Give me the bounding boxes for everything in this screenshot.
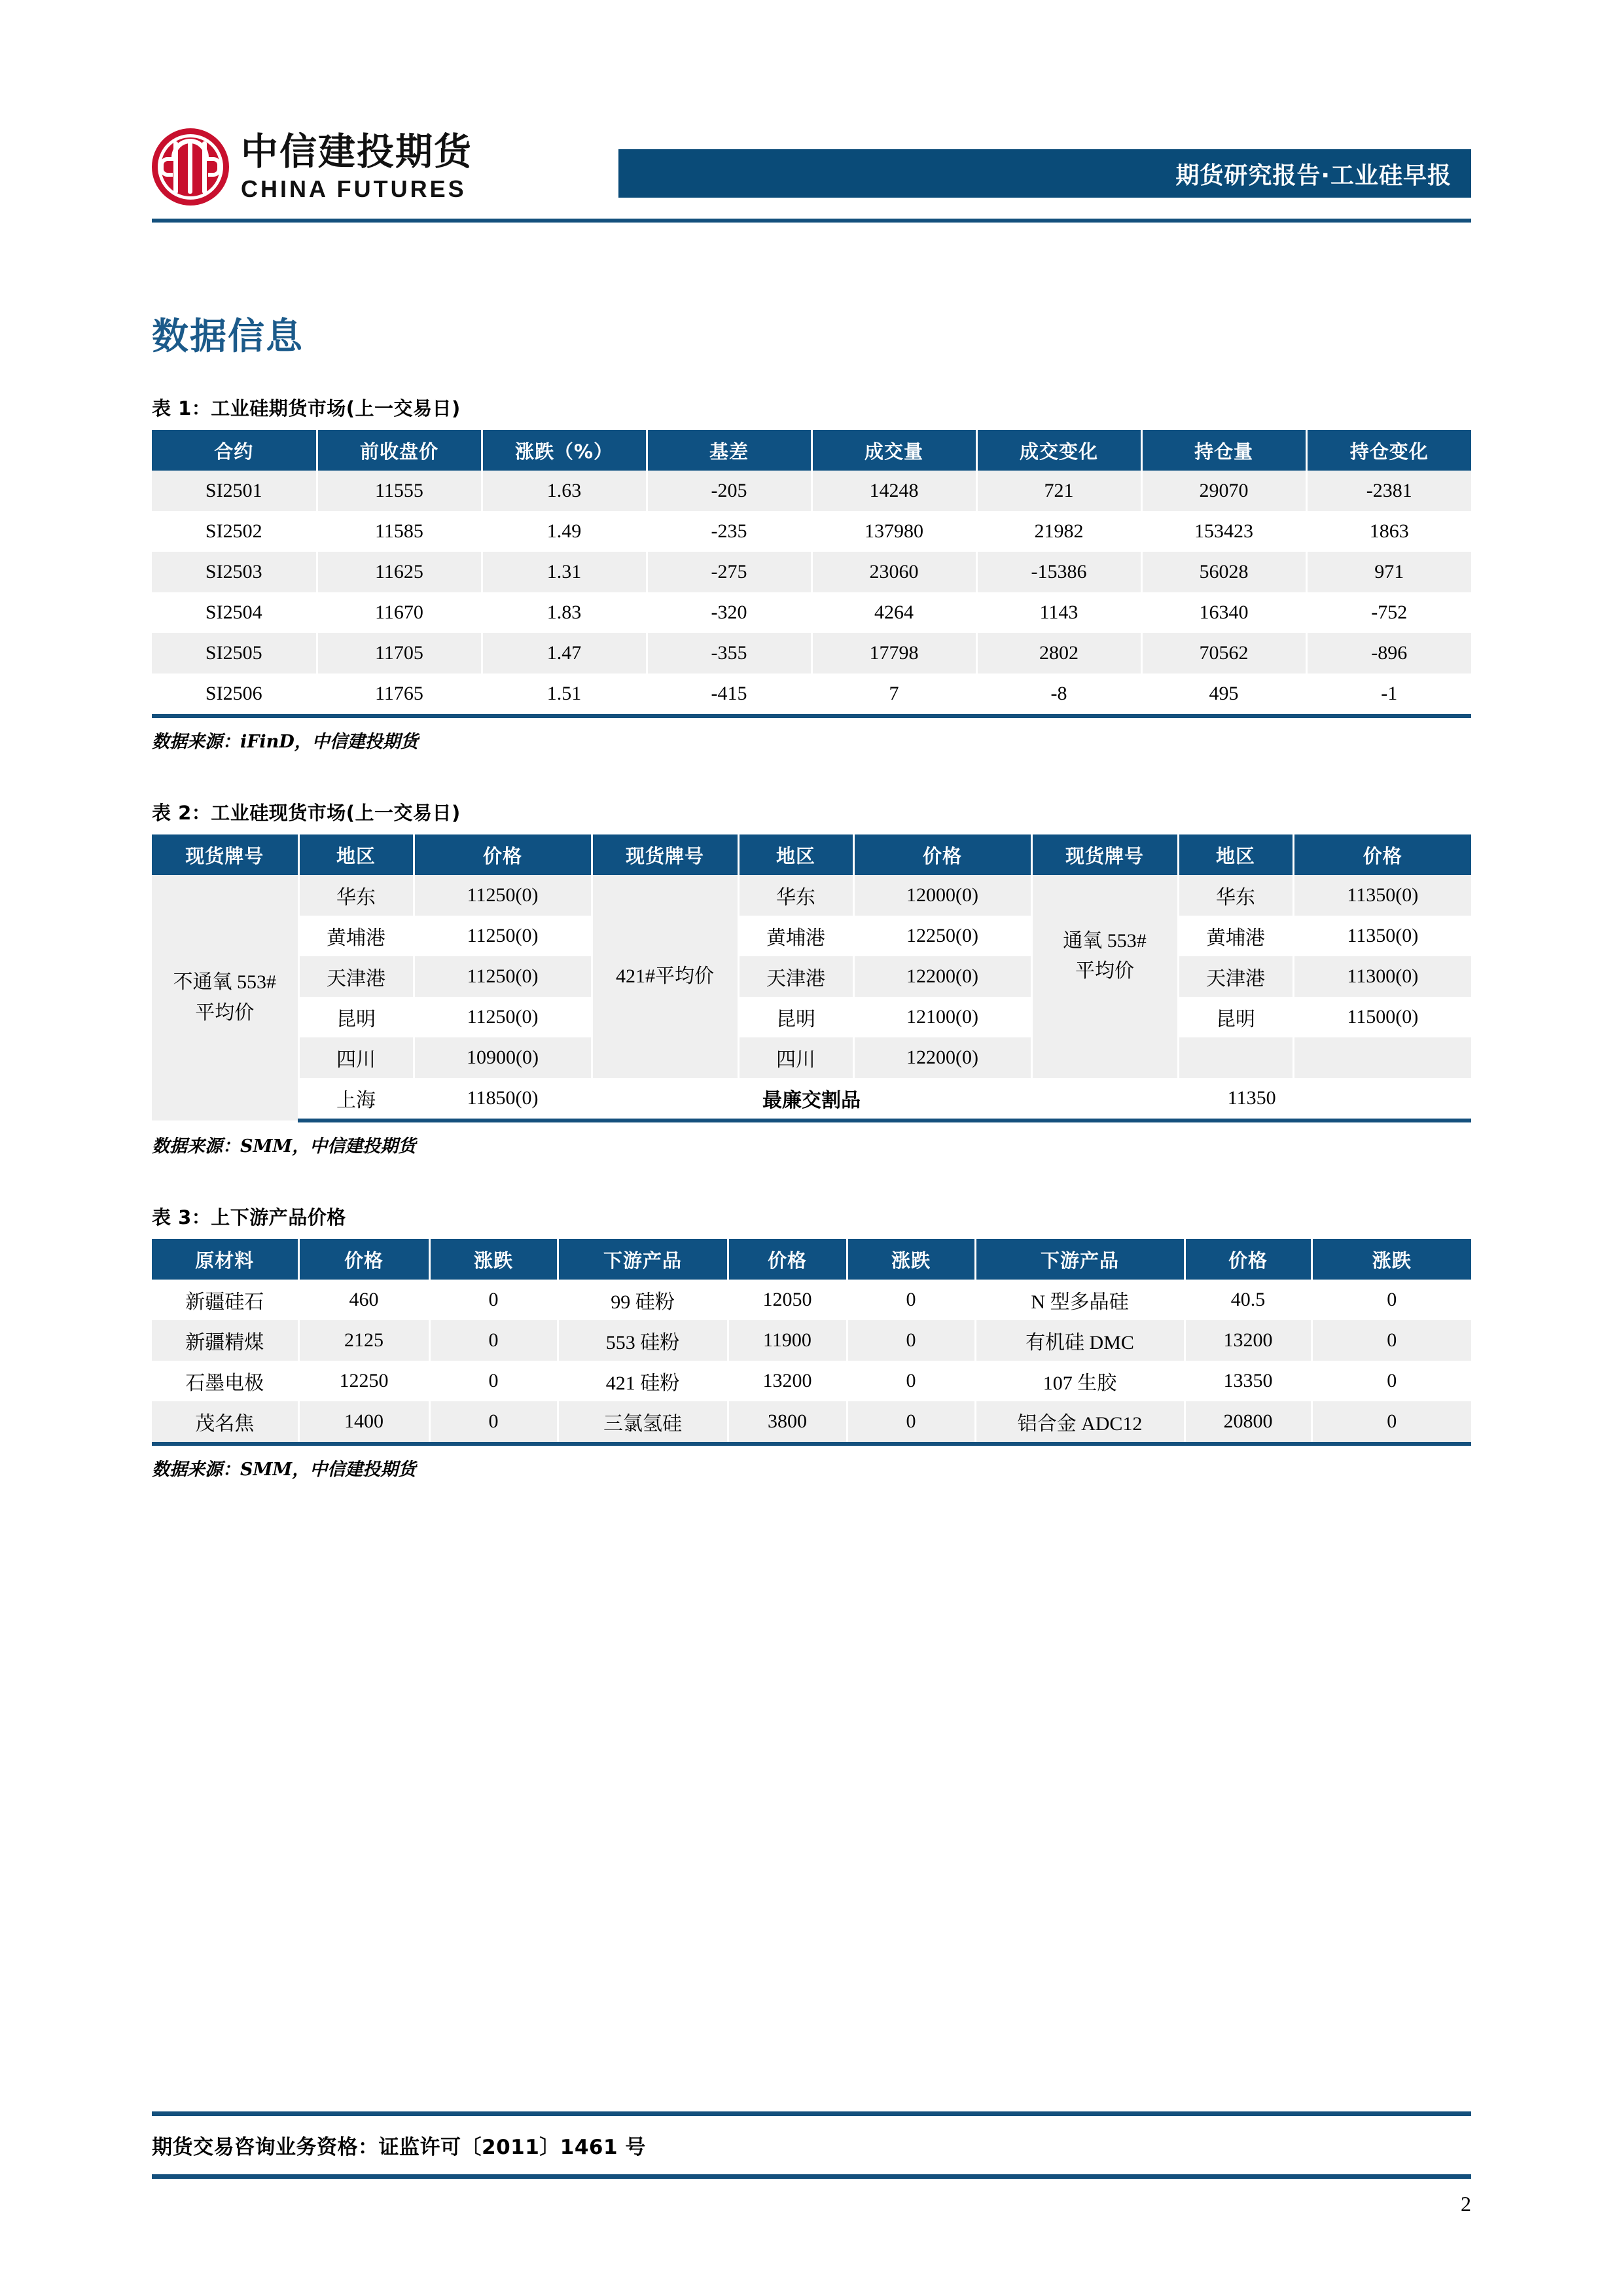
- grade-label-group3: [1031, 875, 1178, 1037]
- cell: -896: [1306, 633, 1471, 673]
- grade-label-group1: [152, 875, 298, 1121]
- cell: 70562: [1141, 633, 1306, 673]
- cell: 有机硅 DMC: [975, 1320, 1185, 1361]
- cell: -15386: [976, 552, 1141, 592]
- cell: -752: [1306, 592, 1471, 633]
- cell: 11500(0): [1293, 997, 1471, 1037]
- table2-col-8: 价格: [1293, 834, 1471, 875]
- empty-cell: [1293, 1037, 1471, 1078]
- cell: 1.49: [482, 511, 647, 552]
- cell: 1143: [976, 592, 1141, 633]
- cell: 12200(0): [853, 1037, 1031, 1078]
- cell: 0: [847, 1280, 975, 1320]
- cell: 黄埔港: [1178, 916, 1293, 956]
- table-row: [152, 552, 1471, 592]
- cell: 21982: [976, 511, 1141, 552]
- cell: 12250(0): [853, 916, 1031, 956]
- table3-col-4: 价格: [728, 1239, 847, 1280]
- table1-col-5: 成交变化: [976, 430, 1141, 471]
- cell: -235: [647, 511, 812, 552]
- table-row: [152, 875, 1471, 916]
- cell: N 型多晶硅: [975, 1280, 1185, 1320]
- table1-col-1: 前收盘价: [317, 430, 482, 471]
- table2-col-3: 现货牌号: [592, 834, 738, 875]
- table3-source: 数据来源：SMM，中信建投期货: [152, 1460, 416, 1480]
- cell: 0: [429, 1280, 558, 1320]
- table3-block: [152, 1203, 1471, 1480]
- table1-caption: 表 1：工业硅期货市场(上一交易日): [152, 397, 461, 420]
- cell: 0: [1311, 1320, 1471, 1361]
- cell: -275: [647, 552, 812, 592]
- table2-col-0: 现货牌号: [152, 834, 298, 875]
- cell: 11250(0): [414, 916, 592, 956]
- cell: 14248: [812, 471, 976, 511]
- empty-cell: [1031, 1037, 1178, 1078]
- cell: 11250(0): [414, 875, 592, 916]
- cell: 2802: [976, 633, 1141, 673]
- cell: 昆明: [298, 997, 414, 1037]
- table-row: [152, 1401, 1471, 1444]
- grade-label-group2: 421#平均价: [592, 875, 738, 1078]
- cell: 11250(0): [414, 997, 592, 1037]
- cell: 16340: [1141, 592, 1306, 633]
- cell: 天津港: [738, 956, 853, 997]
- cell: 昆明: [1178, 997, 1293, 1037]
- table-row: [152, 1280, 1471, 1320]
- cell: 11350(0): [1293, 875, 1471, 916]
- cell: 1.47: [482, 633, 647, 673]
- table2-header-row: [152, 834, 1471, 875]
- table-row: [152, 916, 1471, 956]
- cheapest-deliverable-label: 最廉交割品: [592, 1078, 1031, 1121]
- qualification-text: 期货交易咨询业务资格：证监许可〔2011〕1461 号: [152, 2136, 646, 2159]
- table-row: [152, 673, 1471, 716]
- cell: -8: [976, 673, 1141, 716]
- citic-emblem-icon: [152, 128, 229, 206]
- cell: 1.83: [482, 592, 647, 633]
- cell: 华东: [298, 875, 414, 916]
- cell: 12200(0): [853, 956, 1031, 997]
- table2-caption: 表 2：工业硅现货市场(上一交易日): [152, 802, 461, 824]
- table-row: [152, 633, 1471, 673]
- header-divider: [152, 219, 1471, 223]
- cell: 三氯氢硅: [558, 1401, 728, 1444]
- table3-caption: 表 3：上下游产品价格: [152, 1206, 346, 1229]
- cell: 华东: [1178, 875, 1293, 916]
- cell: -2381: [1306, 471, 1471, 511]
- cell: 11250(0): [414, 956, 592, 997]
- grade-label-group1-line2: 平均价: [195, 1001, 255, 1024]
- section-title: 数据信息: [152, 315, 304, 358]
- cell: 13200: [728, 1361, 847, 1401]
- cell: 0: [429, 1401, 558, 1444]
- table1-col-2: 涨跌（%）: [482, 430, 647, 471]
- table1-col-7: 持仓变化: [1306, 430, 1471, 471]
- banner-title: 期货研究报告·工业硅早报: [1175, 162, 1452, 189]
- cell: 茂名焦: [152, 1401, 298, 1444]
- table-row: [152, 956, 1471, 997]
- cell: 11705: [317, 633, 482, 673]
- table-row: [152, 471, 1471, 511]
- table1-source: 数据来源：iFinD，中信建投期货: [152, 732, 418, 752]
- futures-market-table: [152, 430, 1471, 718]
- table1-col-3: 基差: [647, 430, 812, 471]
- cell: 1863: [1306, 511, 1471, 552]
- table3-col-5: 涨跌: [847, 1239, 975, 1280]
- cell: 0: [1311, 1401, 1471, 1444]
- table2-source: 数据来源：SMM，中信建投期货: [152, 1136, 416, 1157]
- footer-divider-bottom: [152, 2174, 1471, 2179]
- cell: 12050: [728, 1280, 847, 1320]
- cell: 13200: [1185, 1320, 1311, 1361]
- cell: 29070: [1141, 471, 1306, 511]
- cell: 0: [847, 1320, 975, 1361]
- table2-block: [152, 798, 1471, 1157]
- cell: 11585: [317, 511, 482, 552]
- cell: 3800: [728, 1401, 847, 1444]
- table2-col-1: 地区: [298, 834, 414, 875]
- cell: 石墨电极: [152, 1361, 298, 1401]
- table1-col-4: 成交量: [812, 430, 976, 471]
- cell: 4264: [812, 592, 976, 633]
- cell: 华东: [738, 875, 853, 916]
- cell: 天津港: [1178, 956, 1293, 997]
- spot-market-table: [152, 834, 1471, 1122]
- table-row: [152, 511, 1471, 552]
- cell: SI2503: [152, 552, 317, 592]
- cell: -320: [647, 592, 812, 633]
- page-content: [152, 308, 1471, 1526]
- grade-label-group3-line1: 通氧 553#: [1063, 929, 1147, 952]
- table2-col-4: 地区: [738, 834, 853, 875]
- cell: 23060: [812, 552, 976, 592]
- table-row: [152, 1320, 1471, 1361]
- table3-col-0: 原材料: [152, 1239, 298, 1280]
- table3-col-7: 价格: [1185, 1239, 1311, 1280]
- footer-divider-top: [152, 2111, 1471, 2116]
- cell: 0: [429, 1361, 558, 1401]
- cell: 11765: [317, 673, 482, 716]
- table1-header-row: [152, 430, 1471, 471]
- cell: 1.63: [482, 471, 647, 511]
- page-header: [0, 0, 1623, 229]
- table-row: [152, 592, 1471, 633]
- cell: -415: [647, 673, 812, 716]
- cell: 0: [1311, 1280, 1471, 1320]
- cell: 上海: [298, 1078, 414, 1121]
- table-row: [152, 1037, 1471, 1078]
- cell: 天津港: [298, 956, 414, 997]
- cell: 11350(0): [1293, 916, 1471, 956]
- cell: 黄埔港: [738, 916, 853, 956]
- table3-header-row: [152, 1239, 1471, 1280]
- table3-col-1: 价格: [298, 1239, 429, 1280]
- table3-col-6: 下游产品: [975, 1239, 1185, 1280]
- cell: 0: [847, 1401, 975, 1444]
- cell: 17798: [812, 633, 976, 673]
- cell: SI2504: [152, 592, 317, 633]
- cell: 10900(0): [414, 1037, 592, 1078]
- cell: -355: [647, 633, 812, 673]
- cell: 四川: [298, 1037, 414, 1078]
- cell: SI2505: [152, 633, 317, 673]
- cell: 495: [1141, 673, 1306, 716]
- table3-col-2: 涨跌: [429, 1239, 558, 1280]
- table3-col-8: 涨跌: [1311, 1239, 1471, 1280]
- table1-block: [152, 394, 1471, 753]
- cell: 421 硅粉: [558, 1361, 728, 1401]
- cell: 137980: [812, 511, 976, 552]
- cell: 40.5: [1185, 1280, 1311, 1320]
- cell: 黄埔港: [298, 916, 414, 956]
- cell: 0: [1311, 1361, 1471, 1401]
- cell: -205: [647, 471, 812, 511]
- cell: 99 硅粉: [558, 1280, 728, 1320]
- page-footer: [152, 2111, 1471, 2216]
- cell: 12000(0): [853, 875, 1031, 916]
- cell: 11625: [317, 552, 482, 592]
- cell: SI2502: [152, 511, 317, 552]
- cell: 20800: [1185, 1401, 1311, 1444]
- cell: 昆明: [738, 997, 853, 1037]
- table2-col-6: 现货牌号: [1031, 834, 1178, 875]
- cell: -1: [1306, 673, 1471, 716]
- cell: SI2506: [152, 673, 317, 716]
- cell: 新疆硅石: [152, 1280, 298, 1320]
- table1-col-6: 持仓量: [1141, 430, 1306, 471]
- cell: 0: [847, 1361, 975, 1401]
- table1-col-0: 合约: [152, 430, 317, 471]
- table-row: [152, 1078, 1471, 1121]
- cell: 1.31: [482, 552, 647, 592]
- cell: 553 硅粉: [558, 1320, 728, 1361]
- upstream-downstream-table: [152, 1239, 1471, 1446]
- page-number: 2: [1461, 2192, 1471, 2215]
- cell: 56028: [1141, 552, 1306, 592]
- logo-name-cn: 中信建投期货: [241, 130, 473, 173]
- table2-col-7: 地区: [1178, 834, 1293, 875]
- cell: 11900: [728, 1320, 847, 1361]
- cell: SI2501: [152, 471, 317, 511]
- table3-col-3: 下游产品: [558, 1239, 728, 1280]
- table2-col-5: 价格: [853, 834, 1031, 875]
- table2-col-2: 价格: [414, 834, 592, 875]
- cell: 13350: [1185, 1361, 1311, 1401]
- cell: 1400: [298, 1401, 429, 1444]
- cheapest-deliverable-value: 11350: [1031, 1078, 1471, 1121]
- cell: 11300(0): [1293, 956, 1471, 997]
- cell: 2125: [298, 1320, 429, 1361]
- cell: 1.51: [482, 673, 647, 716]
- cell: 12100(0): [853, 997, 1031, 1037]
- cell: 11555: [317, 471, 482, 511]
- cell: 721: [976, 471, 1141, 511]
- cell: 四川: [738, 1037, 853, 1078]
- grade-label-group3-line2: 平均价: [1075, 960, 1134, 982]
- cell: 107 生胶: [975, 1361, 1185, 1401]
- cell: 11670: [317, 592, 482, 633]
- logo-wordmark: [241, 130, 473, 202]
- cell: 971: [1306, 552, 1471, 592]
- cell: 新疆精煤: [152, 1320, 298, 1361]
- cell: 11850(0): [414, 1078, 592, 1121]
- cell: 0: [429, 1320, 558, 1361]
- grade-label-group1-line1: 不通氧 553#: [173, 971, 276, 993]
- table-row: [152, 997, 1471, 1037]
- cell: 153423: [1141, 511, 1306, 552]
- logo-name-en: CHINA FUTURES: [241, 175, 467, 202]
- cell: 7: [812, 673, 976, 716]
- cell: 铝合金 ADC12: [975, 1401, 1185, 1444]
- empty-cell: [1178, 1037, 1293, 1078]
- company-logo: [152, 128, 473, 206]
- report-banner: [618, 149, 1471, 198]
- table-row: [152, 1361, 1471, 1401]
- cell: 460: [298, 1280, 429, 1320]
- cell: 12250: [298, 1361, 429, 1401]
